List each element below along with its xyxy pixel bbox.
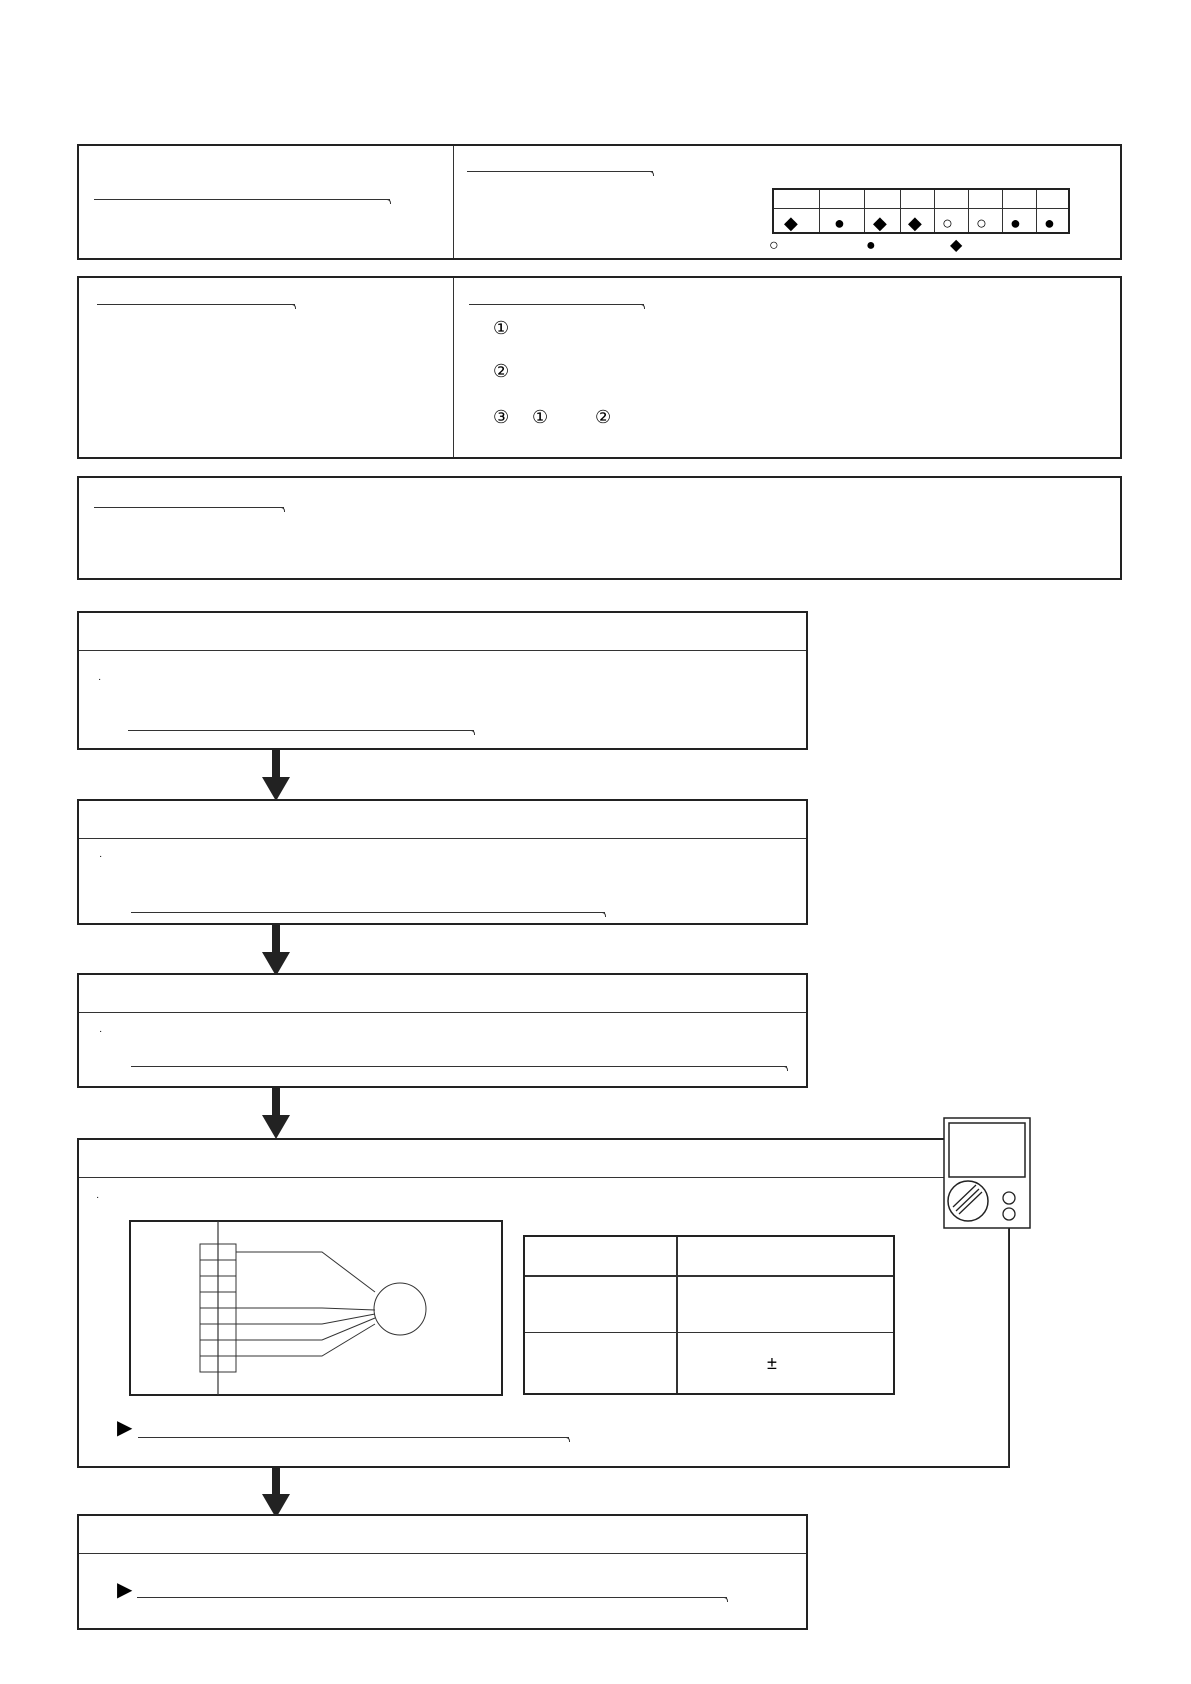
measurement-table-row-divider [525,1332,893,1333]
header-box-3 [77,476,1122,580]
step-2-marker: ② [493,361,510,381]
connector-wiring-diagram [129,1220,503,1396]
step-1-marker: ① [493,318,510,338]
flow-step-2 [77,799,808,925]
flow-step-4-header-divider [79,1177,1008,1178]
step-3-ref-1: ① [532,407,549,427]
notes-underline [94,507,284,508]
header-box-2-divider [453,278,454,457]
flow-step-4 [77,1138,1010,1468]
legend-filled-circle: ● [866,237,876,254]
flow-step-1-header-divider [79,650,806,651]
status-symbol-6: ○ [976,213,987,233]
flow-step-5-underline [137,1597,727,1598]
measurement-tolerance-symbol: ± [767,1353,777,1373]
step-3-marker: ③ [493,407,510,427]
flow-arrow-2 [256,924,296,978]
flow-step-4-underline [138,1437,569,1438]
status-symbol-1: ◆ [784,213,798,233]
status-symbol-8: ● [1044,213,1055,233]
flow-step-4-play-marker: ▶ [117,1417,133,1439]
flow-arrow-4 [256,1466,296,1520]
legend-diamond: ◆ [950,237,963,254]
flow-step-1-bullet: · [98,674,102,685]
flow-step-2-header-divider [79,838,806,839]
status-symbol-4: ◆ [908,213,922,233]
title-underline-left [94,199,390,200]
section-underline-left [97,304,295,305]
flow-step-4-bullet: · [96,1192,100,1203]
flow-step-3 [77,973,808,1088]
flow-step-5 [77,1514,808,1630]
step-3-ref-2: ② [595,407,612,427]
flow-step-3-header-divider [79,1012,806,1013]
status-symbol-2: ● [834,213,845,233]
header-box-2 [77,276,1122,459]
flow-step-3-underline [131,1066,787,1067]
status-symbol-3: ◆ [873,213,887,233]
flow-step-1 [77,611,808,750]
header-box-1 [77,144,1122,260]
multimeter-lead [1008,1228,1009,1468]
flow-arrow-1 [256,749,296,803]
status-symbol-5: ○ [942,213,953,233]
flow-step-2-bullet: · [99,851,103,862]
measurement-table-col-divider [676,1237,678,1393]
header-box-1-divider [453,146,454,258]
flow-step-2-underline [131,912,605,913]
measurement-table-header-divider [525,1275,893,1277]
flow-step-5-play-marker: ▶ [117,1579,133,1601]
status-indicator-table [772,188,1070,234]
measurement-table [523,1235,895,1395]
legend-open-circle: ○ [769,237,779,254]
multimeter-icon [943,1117,1033,1231]
status-symbol-7: ● [1010,213,1021,233]
title-underline-right [467,171,653,172]
flow-arrow-3 [256,1087,296,1141]
flow-step-5-header-divider [79,1553,806,1554]
section-underline-right [469,304,644,305]
flow-step-3-bullet: · [99,1026,103,1037]
flow-step-1-underline [128,730,474,731]
